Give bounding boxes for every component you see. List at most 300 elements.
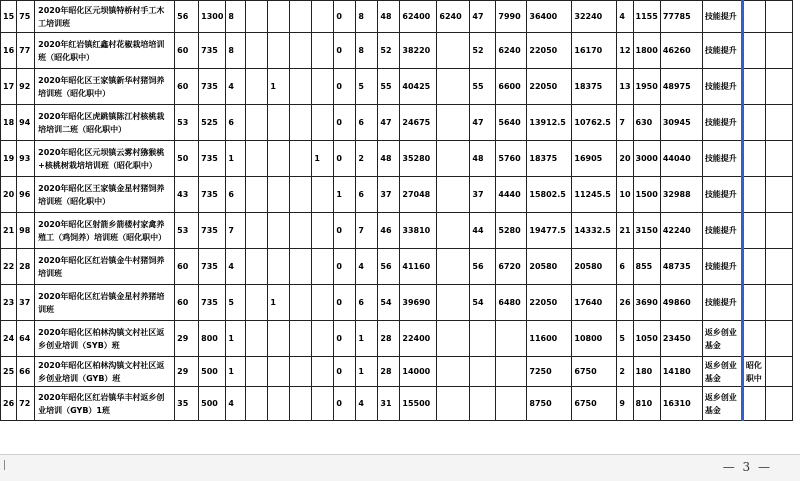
- page-corner-mark: [4, 460, 11, 470]
- table-row: [1, 69, 793, 105]
- hours: 29: [175, 357, 199, 387]
- total-amount: 22400: [400, 321, 437, 357]
- course-name: 2020年昭化区柏林沟镇文村社区返乡创业培训（GYB）班: [35, 357, 175, 387]
- count-1: 8: [226, 1, 246, 33]
- count-6: 0: [334, 321, 356, 357]
- count-7: 2: [356, 141, 378, 177]
- eligible-amount: 5280: [496, 213, 527, 249]
- course-code: 66: [17, 357, 35, 387]
- count-4: [290, 249, 312, 285]
- count-7: 8: [356, 33, 378, 69]
- count-6: 0: [334, 357, 356, 387]
- count-4: [290, 321, 312, 357]
- count-5: [312, 285, 334, 321]
- unit-standard: 525: [199, 105, 226, 141]
- days: 4: [617, 1, 633, 33]
- organizer: [742, 105, 765, 141]
- organizer: [742, 1, 765, 33]
- fund-type: 技能提升: [702, 69, 742, 105]
- grand-total: 77785: [660, 1, 702, 33]
- eligible-amount: 5760: [496, 141, 527, 177]
- blank-cell: [765, 213, 792, 249]
- total-amount: 14000: [400, 357, 437, 387]
- course-code: 75: [17, 1, 35, 33]
- row-index: 22: [1, 249, 17, 285]
- organizer: [742, 33, 765, 69]
- count-1: 6: [226, 177, 246, 213]
- eligible-amount: 6480: [496, 285, 527, 321]
- fund-share-b: 6750: [572, 357, 617, 387]
- trainee-count: 55: [378, 69, 400, 105]
- course-name: 2020年昭化区射箭乡箭楼村家禽养殖工（鸡饲养）培训班（昭化职中）: [35, 213, 175, 249]
- count-2: [246, 285, 268, 321]
- row-index: 18: [1, 105, 17, 141]
- blank-cell: [765, 357, 792, 387]
- count-5: [312, 1, 334, 33]
- grand-total: 48735: [660, 249, 702, 285]
- trainee-count: 48: [378, 1, 400, 33]
- count-4: [290, 387, 312, 421]
- fund-type: 技能提升: [702, 105, 742, 141]
- count-5: [312, 33, 334, 69]
- blank-cell: [765, 177, 792, 213]
- fund-type: 技能提升: [702, 177, 742, 213]
- course-code: 28: [17, 249, 35, 285]
- count-3: [268, 249, 290, 285]
- count-6: 0: [334, 1, 356, 33]
- count-1: 4: [226, 249, 246, 285]
- blank-cell: [765, 321, 792, 357]
- hours: 60: [175, 33, 199, 69]
- count-1: 4: [226, 69, 246, 105]
- fund-share-a: 22050: [527, 285, 572, 321]
- course-name: 2020年昭化区元坝镇特桥村手工木工培训班: [35, 1, 175, 33]
- extra-amount: [437, 33, 470, 69]
- eligible-count: 37: [470, 177, 496, 213]
- count-2: [246, 105, 268, 141]
- count-6: 0: [334, 213, 356, 249]
- table-row: [1, 387, 793, 421]
- course-code: 64: [17, 321, 35, 357]
- count-3: [268, 177, 290, 213]
- trainee-count: 54: [378, 285, 400, 321]
- fund-share-a: 36400: [527, 1, 572, 33]
- trainee-count: 37: [378, 177, 400, 213]
- count-2: [246, 1, 268, 33]
- fund-type: 技能提升: [702, 1, 742, 33]
- extra-amount: [437, 69, 470, 105]
- fund-share-b: 10762.5: [572, 105, 617, 141]
- unit-standard: 735: [199, 69, 226, 105]
- trainee-count: 31: [378, 387, 400, 421]
- row-index: 23: [1, 285, 17, 321]
- count-4: [290, 1, 312, 33]
- count-4: [290, 213, 312, 249]
- fund-type: 技能提升: [702, 213, 742, 249]
- eligible-count: [470, 387, 496, 421]
- count-7: 4: [356, 249, 378, 285]
- grand-total: 42240: [660, 213, 702, 249]
- course-code: 98: [17, 213, 35, 249]
- count-1: 1: [226, 357, 246, 387]
- eligible-amount: 4440: [496, 177, 527, 213]
- count-1: 5: [226, 285, 246, 321]
- hours: 60: [175, 285, 199, 321]
- count-7: 6: [356, 105, 378, 141]
- day-amount: 855: [633, 249, 660, 285]
- count-6: 1: [334, 177, 356, 213]
- unit-standard: 500: [199, 357, 226, 387]
- count-7: 4: [356, 387, 378, 421]
- count-1: 1: [226, 141, 246, 177]
- blank-cell: [765, 285, 792, 321]
- row-index: 20: [1, 177, 17, 213]
- total-amount: 39690: [400, 285, 437, 321]
- eligible-amount: [496, 321, 527, 357]
- blank-cell: [765, 387, 792, 421]
- extra-amount: 6240: [437, 1, 470, 33]
- organizer: [742, 321, 765, 357]
- count-3: [268, 1, 290, 33]
- trainee-count: 56: [378, 249, 400, 285]
- day-amount: 3000: [633, 141, 660, 177]
- page-footer: [0, 454, 800, 481]
- row-index: 17: [1, 69, 17, 105]
- fund-share-a: 19477.5: [527, 213, 572, 249]
- days: 9: [617, 387, 633, 421]
- total-amount: 33810: [400, 213, 437, 249]
- days: 20: [617, 141, 633, 177]
- day-amount: 1050: [633, 321, 660, 357]
- day-amount: 180: [633, 357, 660, 387]
- fund-share-a: 18375: [527, 141, 572, 177]
- table-row: [1, 249, 793, 285]
- days: 21: [617, 213, 633, 249]
- count-3: [268, 141, 290, 177]
- unit-standard: 500: [199, 387, 226, 421]
- grand-total: 30945: [660, 105, 702, 141]
- row-index: 16: [1, 33, 17, 69]
- table-row: [1, 33, 793, 69]
- count-3: [268, 321, 290, 357]
- count-5: [312, 249, 334, 285]
- blank-cell: [765, 249, 792, 285]
- eligible-amount: 6240: [496, 33, 527, 69]
- count-4: [290, 177, 312, 213]
- course-code: 72: [17, 387, 35, 421]
- fund-share-a: 22050: [527, 69, 572, 105]
- days: 13: [617, 69, 633, 105]
- fund-share-b: 6750: [572, 387, 617, 421]
- fund-share-b: 11245.5: [572, 177, 617, 213]
- days: 5: [617, 321, 633, 357]
- fund-share-a: 13912.5: [527, 105, 572, 141]
- trainee-count: 48: [378, 141, 400, 177]
- trainee-count: 52: [378, 33, 400, 69]
- hours: 60: [175, 249, 199, 285]
- unit-standard: 735: [199, 33, 226, 69]
- count-7: 8: [356, 1, 378, 33]
- count-3: [268, 213, 290, 249]
- page-number: — 3 —: [722, 460, 772, 474]
- unit-standard: 735: [199, 249, 226, 285]
- trainee-count: 46: [378, 213, 400, 249]
- table-body: [1, 1, 793, 421]
- count-7: 1: [356, 321, 378, 357]
- fund-share-a: 8750: [527, 387, 572, 421]
- fund-type: 技能提升: [702, 33, 742, 69]
- count-4: [290, 357, 312, 387]
- organizer: [742, 285, 765, 321]
- course-name: 2020年昭化区红岩镇华丰村返乡创业培训（GYB）1班: [35, 387, 175, 421]
- blank-cell: [765, 105, 792, 141]
- course-name: 2020年红岩镇红鑫村花椒栽培培训班（昭化职中）: [35, 33, 175, 69]
- total-amount: 62400: [400, 1, 437, 33]
- grand-total: 32988: [660, 177, 702, 213]
- count-6: 0: [334, 69, 356, 105]
- organizer: [742, 177, 765, 213]
- grand-total: 46260: [660, 33, 702, 69]
- day-amount: 3690: [633, 285, 660, 321]
- count-5: [312, 69, 334, 105]
- fund-type: 技能提升: [702, 285, 742, 321]
- count-3: 1: [268, 285, 290, 321]
- course-name: 2020年昭化区柏林沟镇文村社区返乡创业培训（SYB）班: [35, 321, 175, 357]
- table-row: [1, 177, 793, 213]
- hours: 53: [175, 213, 199, 249]
- eligible-amount: 6720: [496, 249, 527, 285]
- count-1: 6: [226, 105, 246, 141]
- course-code: 93: [17, 141, 35, 177]
- count-7: 6: [356, 285, 378, 321]
- eligible-count: 48: [470, 141, 496, 177]
- table-row: [1, 1, 793, 33]
- eligible-count: 55: [470, 69, 496, 105]
- fund-type: 技能提升: [702, 141, 742, 177]
- total-amount: 35280: [400, 141, 437, 177]
- fund-share-b: 20580: [572, 249, 617, 285]
- eligible-amount: [496, 357, 527, 387]
- extra-amount: [437, 249, 470, 285]
- fund-share-a: 20580: [527, 249, 572, 285]
- fund-share-a: 22050: [527, 33, 572, 69]
- day-amount: 1155: [633, 1, 660, 33]
- organizer: [742, 249, 765, 285]
- count-2: [246, 213, 268, 249]
- extra-amount: [437, 321, 470, 357]
- fund-share-b: 10800: [572, 321, 617, 357]
- fund-share-a: 15802.5: [527, 177, 572, 213]
- extra-amount: [437, 357, 470, 387]
- row-index: 21: [1, 213, 17, 249]
- organizer: [742, 213, 765, 249]
- row-index: 26: [1, 387, 17, 421]
- count-6: 0: [334, 105, 356, 141]
- extra-amount: [437, 387, 470, 421]
- eligible-count: 47: [470, 105, 496, 141]
- eligible-count: [470, 321, 496, 357]
- count-5: [312, 213, 334, 249]
- table-row: [1, 105, 793, 141]
- fund-type: 返乡创业基金: [702, 387, 742, 421]
- organizer: [742, 141, 765, 177]
- unit-standard: 735: [199, 141, 226, 177]
- unit-standard: 800: [199, 321, 226, 357]
- total-amount: 41160: [400, 249, 437, 285]
- course-code: 94: [17, 105, 35, 141]
- course-name: 2020年昭化区红岩镇金牛村猪饲养培训班: [35, 249, 175, 285]
- row-index: 15: [1, 1, 17, 33]
- grand-total: 23450: [660, 321, 702, 357]
- extra-amount: [437, 285, 470, 321]
- organizer: 昭化职中: [742, 357, 765, 387]
- hours: 35: [175, 387, 199, 421]
- fund-share-b: 16905: [572, 141, 617, 177]
- row-index: 25: [1, 357, 17, 387]
- fund-share-b: 17640: [572, 285, 617, 321]
- count-3: 1: [268, 69, 290, 105]
- table-row: [1, 321, 793, 357]
- day-amount: 810: [633, 387, 660, 421]
- total-amount: 27048: [400, 177, 437, 213]
- count-5: 1: [312, 141, 334, 177]
- fund-share-b: 18375: [572, 69, 617, 105]
- count-6: 0: [334, 387, 356, 421]
- blank-cell: [765, 1, 792, 33]
- count-1: 8: [226, 33, 246, 69]
- eligible-count: [470, 357, 496, 387]
- total-amount: 38220: [400, 33, 437, 69]
- day-amount: 630: [633, 105, 660, 141]
- eligible-amount: 6600: [496, 69, 527, 105]
- count-2: [246, 249, 268, 285]
- course-name: 2020年昭化区红岩镇金星村养猪培训班: [35, 285, 175, 321]
- extra-amount: [437, 213, 470, 249]
- count-4: [290, 105, 312, 141]
- count-6: 0: [334, 249, 356, 285]
- count-5: [312, 177, 334, 213]
- course-code: 96: [17, 177, 35, 213]
- total-amount: 24675: [400, 105, 437, 141]
- eligible-count: 54: [470, 285, 496, 321]
- count-2: [246, 387, 268, 421]
- grand-total: 49860: [660, 285, 702, 321]
- count-5: [312, 357, 334, 387]
- count-2: [246, 69, 268, 105]
- count-6: 0: [334, 141, 356, 177]
- count-5: [312, 321, 334, 357]
- extra-amount: [437, 141, 470, 177]
- count-4: [290, 141, 312, 177]
- fund-share-b: 14332.5: [572, 213, 617, 249]
- days: 2: [617, 357, 633, 387]
- blank-cell: [765, 69, 792, 105]
- count-7: 6: [356, 177, 378, 213]
- blank-cell: [765, 33, 792, 69]
- unit-standard: 735: [199, 213, 226, 249]
- day-amount: 1950: [633, 69, 660, 105]
- fund-type: 技能提升: [702, 249, 742, 285]
- count-2: [246, 357, 268, 387]
- course-name: 2020年昭化区王家镇新华村猪饲养培训班（昭化职中）: [35, 69, 175, 105]
- organizer: [742, 387, 765, 421]
- extra-amount: [437, 177, 470, 213]
- grand-total: 44040: [660, 141, 702, 177]
- count-6: 0: [334, 33, 356, 69]
- count-4: [290, 33, 312, 69]
- count-3: [268, 387, 290, 421]
- count-2: [246, 321, 268, 357]
- unit-standard: 735: [199, 177, 226, 213]
- course-name: 2020年昭化区王家镇金星村猪饲养培训班（昭化职中）: [35, 177, 175, 213]
- fund-type: 返乡创业基金: [702, 357, 742, 387]
- course-code: 77: [17, 33, 35, 69]
- days: 7: [617, 105, 633, 141]
- eligible-count: 47: [470, 1, 496, 33]
- count-6: 0: [334, 285, 356, 321]
- count-1: 1: [226, 321, 246, 357]
- table-row: [1, 141, 793, 177]
- count-2: [246, 33, 268, 69]
- hours: 60: [175, 69, 199, 105]
- count-3: [268, 105, 290, 141]
- count-5: [312, 105, 334, 141]
- fund-share-a: 7250: [527, 357, 572, 387]
- count-5: [312, 387, 334, 421]
- fund-share-b: 16170: [572, 33, 617, 69]
- count-7: 5: [356, 69, 378, 105]
- days: 26: [617, 285, 633, 321]
- eligible-amount: 7990: [496, 1, 527, 33]
- row-index: 24: [1, 321, 17, 357]
- row-index: 19: [1, 141, 17, 177]
- count-2: [246, 177, 268, 213]
- grand-total: 16310: [660, 387, 702, 421]
- hours: 50: [175, 141, 199, 177]
- total-amount: 15500: [400, 387, 437, 421]
- grand-total: 14180: [660, 357, 702, 387]
- table-row: [1, 357, 793, 387]
- fund-type: 返乡创业基金: [702, 321, 742, 357]
- eligible-count: 44: [470, 213, 496, 249]
- trainee-count: 28: [378, 321, 400, 357]
- count-7: 7: [356, 213, 378, 249]
- course-name: 2020年昭化区元坝镇云雾村猕猴桃+核桃树栽培培训班（昭化职中）: [35, 141, 175, 177]
- grand-total: 48975: [660, 69, 702, 105]
- count-2: [246, 141, 268, 177]
- hours: 29: [175, 321, 199, 357]
- trainee-count: 28: [378, 357, 400, 387]
- eligible-amount: 5640: [496, 105, 527, 141]
- count-1: 7: [226, 213, 246, 249]
- day-amount: 1800: [633, 33, 660, 69]
- fund-share-a: 11600: [527, 321, 572, 357]
- eligible-count: 56: [470, 249, 496, 285]
- count-4: [290, 285, 312, 321]
- count-4: [290, 69, 312, 105]
- eligible-count: 52: [470, 33, 496, 69]
- organizer: [742, 69, 765, 105]
- unit-standard: 735: [199, 285, 226, 321]
- days: 10: [617, 177, 633, 213]
- count-7: 1: [356, 357, 378, 387]
- days: 12: [617, 33, 633, 69]
- course-name: 2020年昭化区虎跳镇陈江村核桃栽培培训二班（昭化职中）: [35, 105, 175, 141]
- fund-share-b: 32240: [572, 1, 617, 33]
- total-amount: 40425: [400, 69, 437, 105]
- count-1: 4: [226, 387, 246, 421]
- unit-standard: 1300: [199, 1, 226, 33]
